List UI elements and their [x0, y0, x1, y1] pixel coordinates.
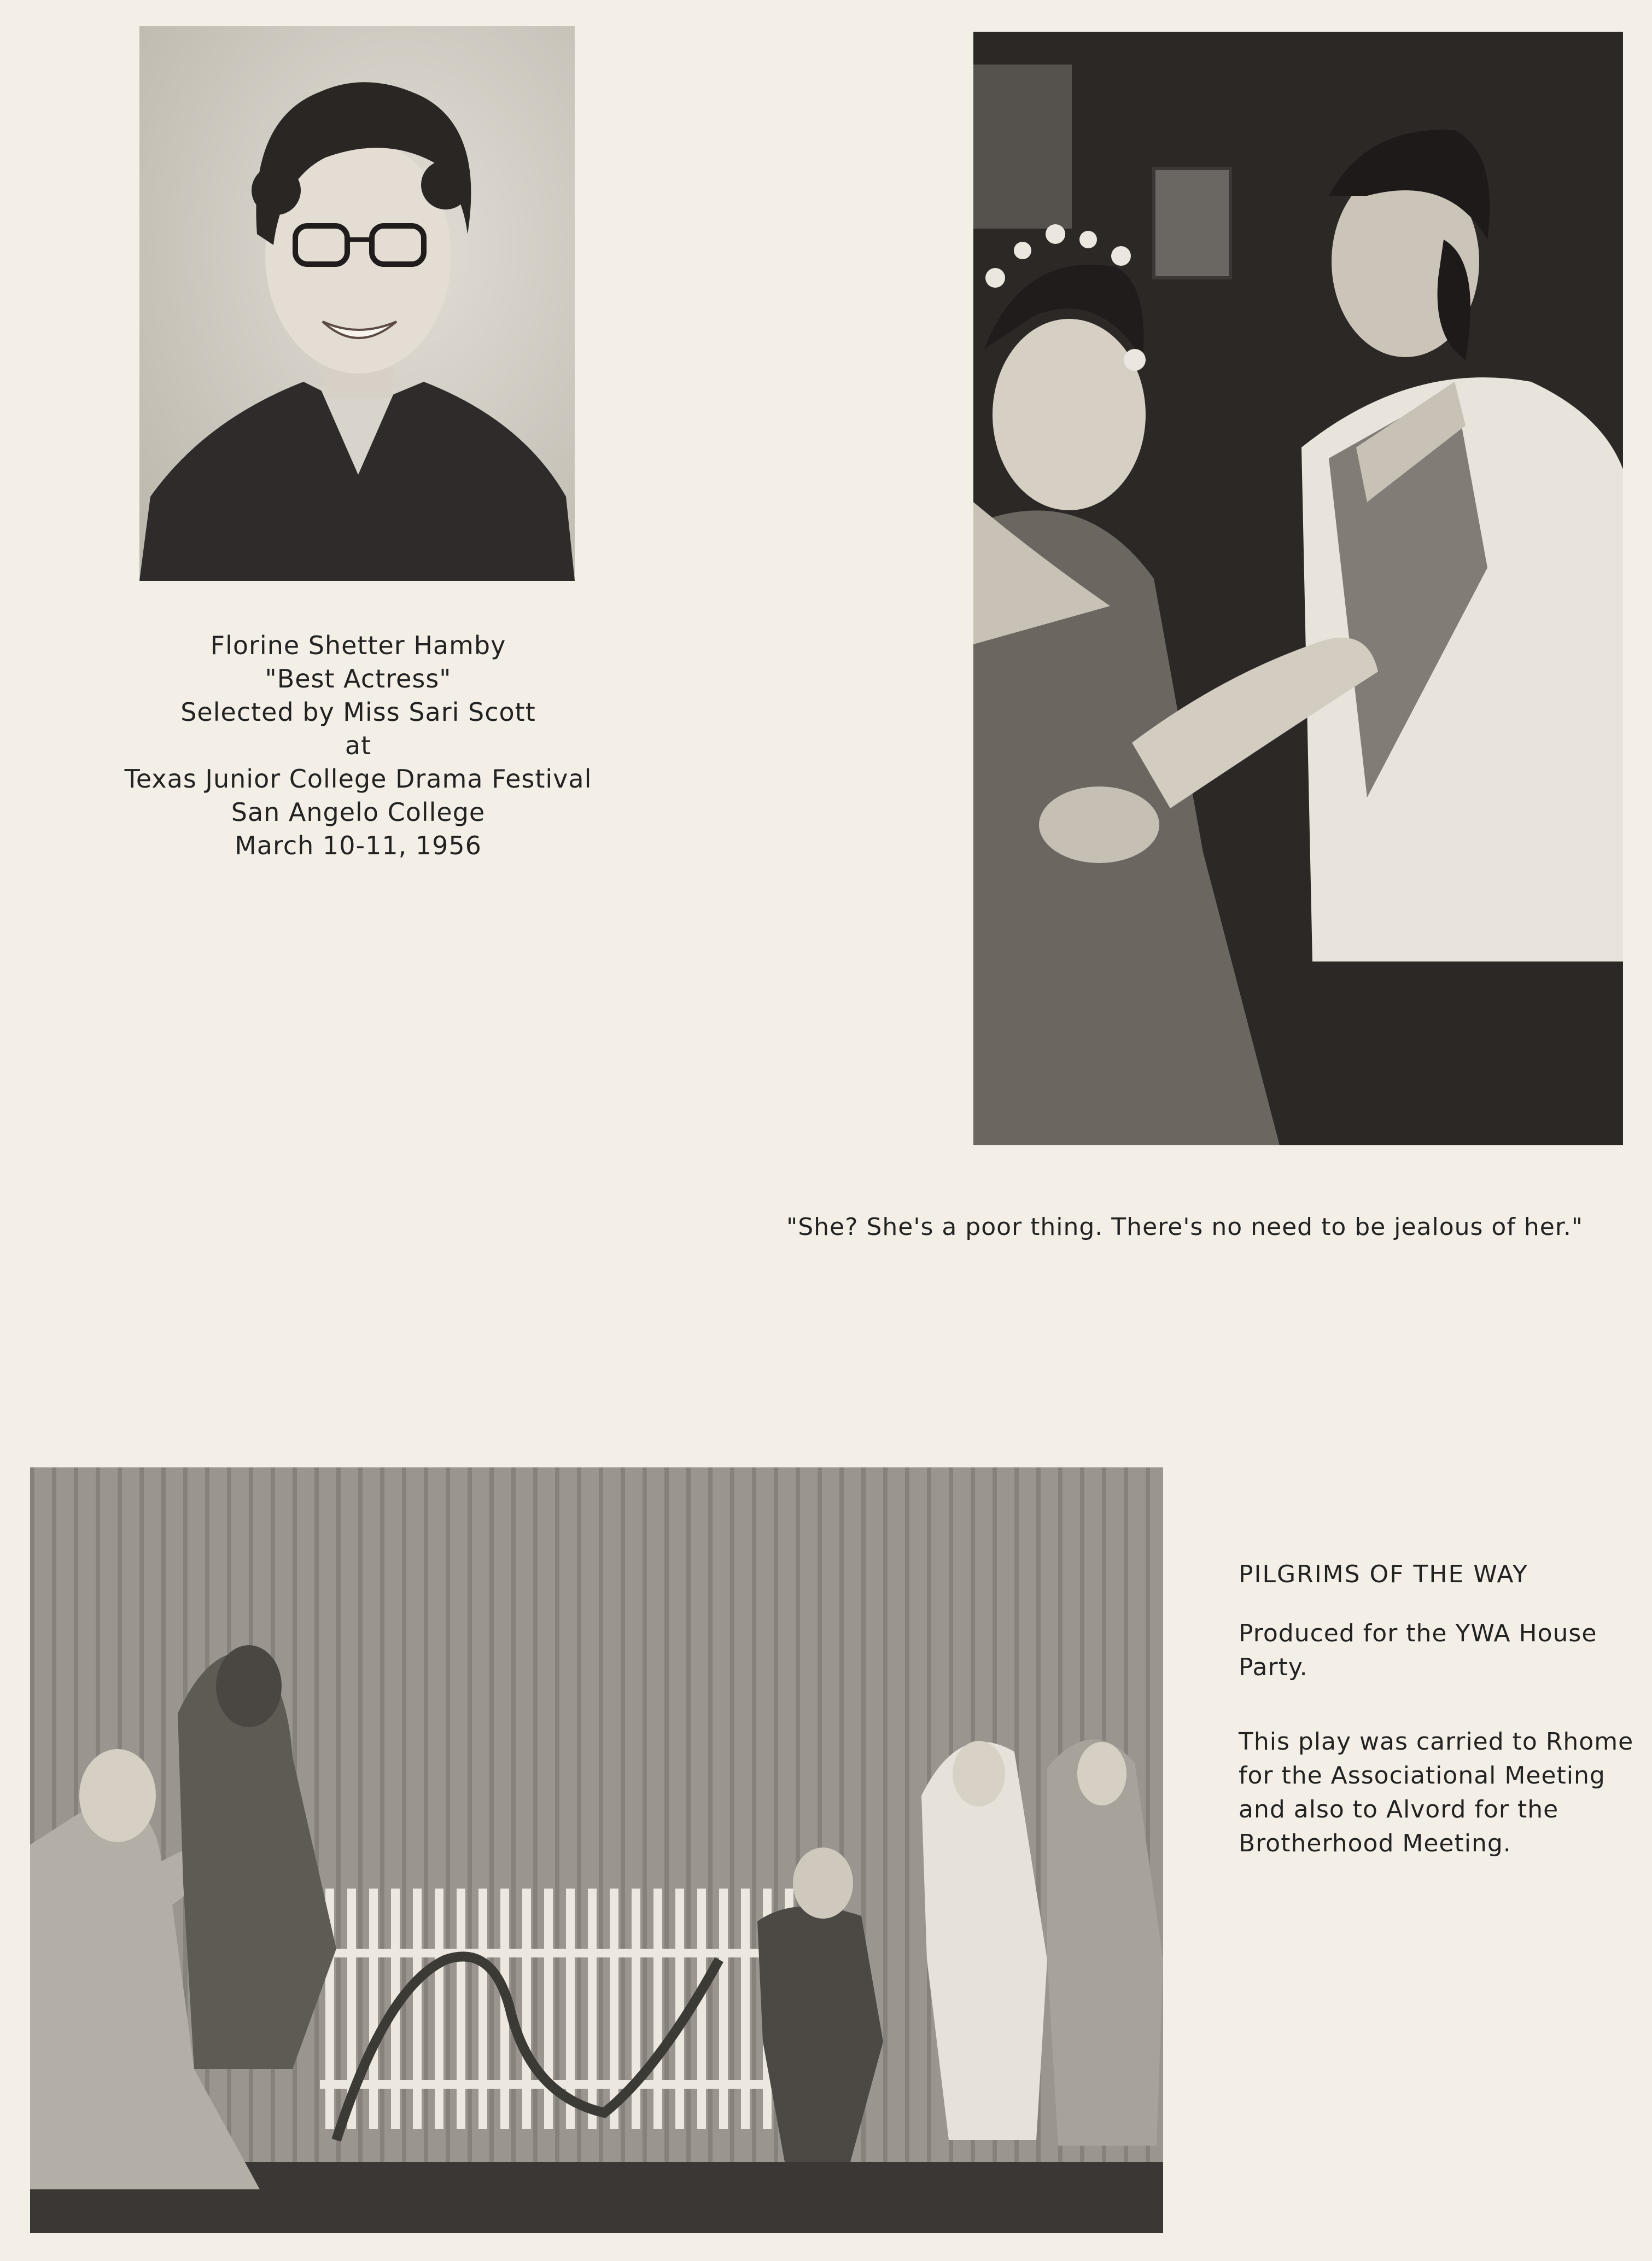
- pilgrims-title: PILGRIMS OF THE WAY: [1239, 1560, 1528, 1588]
- caption-date: March 10-11, 1956: [235, 831, 482, 860]
- caption-award: "Best Actress": [265, 664, 452, 694]
- pilgrims-description: [1239, 1558, 1634, 1901]
- caption-college: San Angelo College: [231, 797, 486, 827]
- pilgrims-carried-line: This play was carried to Rhome: [1239, 1728, 1634, 1756]
- scene-photo: [973, 32, 1623, 1145]
- stage-photo: [30, 1467, 1163, 2233]
- portrait-photo: [139, 26, 575, 581]
- pilgrims-produced-line: Produced for the YWA House: [1239, 1619, 1597, 1647]
- portrait-illustration: [139, 26, 575, 581]
- stage-illustration: [30, 1467, 1163, 2233]
- scene-illustration: [973, 32, 1623, 1145]
- caption-festival: Texas Junior College Drama Festival: [124, 764, 592, 794]
- pilgrims-produced-line: Party.: [1239, 1653, 1308, 1681]
- caption-selected-by: Selected by Miss Sari Scott: [180, 697, 536, 727]
- pilgrims-carried-line: Brotherhood Meeting.: [1239, 1829, 1511, 1857]
- caption-name: Florine Shetter Hamby: [210, 631, 506, 660]
- pilgrims-produced-paragraph: [1239, 1617, 1621, 1685]
- pilgrims-carried-paragraph: [1239, 1725, 1634, 1861]
- pilgrims-carried-line: and also to Alvord for the: [1239, 1796, 1559, 1823]
- pilgrims-carried-line: for the Associational Meeting: [1239, 1762, 1606, 1790]
- caption-at: at: [345, 731, 372, 760]
- portrait-caption: [98, 629, 618, 863]
- quote-caption: "She? She's a poor thing. There's no need to be jealous of her.": [786, 1213, 1584, 1241]
